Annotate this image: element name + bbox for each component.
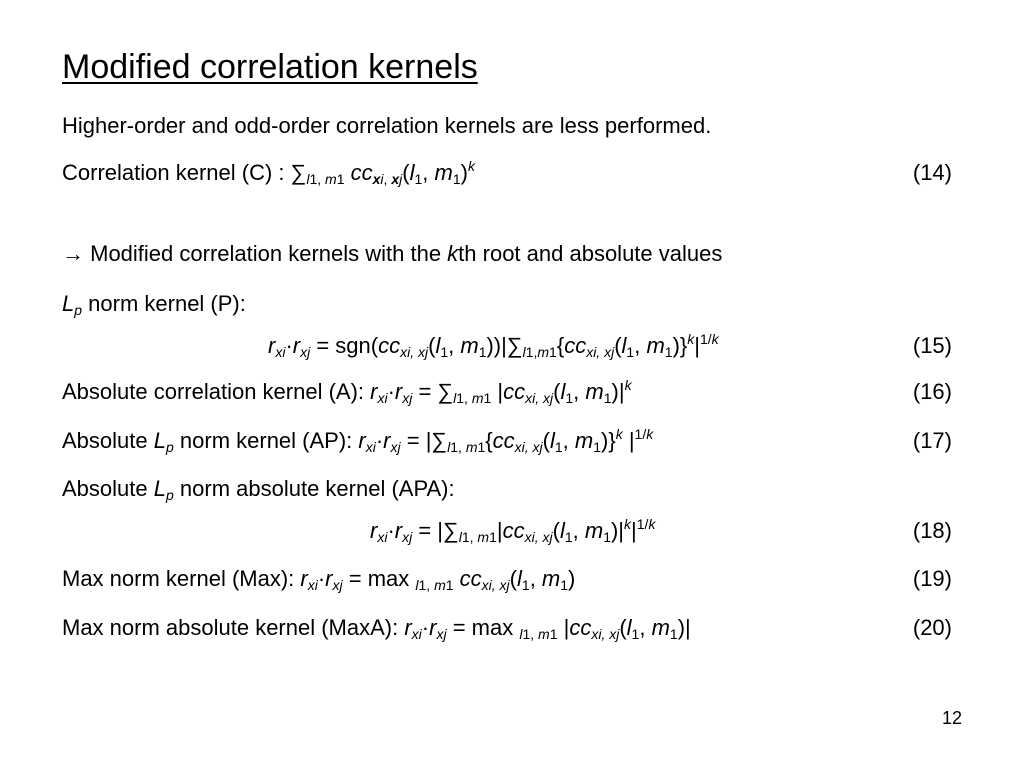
equation-18-formula: $r_{xi}\cdot r_{xj} = |\sum_{l1, m1}|cc_{xi, xj}(l_1$, $m_1)|^k|^{1/k}$ — [370, 516, 656, 545]
intro-text: Higher-order and odd-order correlation kernels are less performed. — [62, 113, 712, 138]
equation-14-number: (14) — [912, 160, 952, 185]
equation-18-number: (18) — [912, 518, 952, 543]
equation-14-formula: $\sum_{l1, m1}$ $cc_{xi, xj}(l_1$, $m_1)^k$ — [290, 158, 475, 187]
equation-17: Absolute $L_p$ norm kernel (AP): $r_{xi}\cdot r_{xj} = |\sum_{l1, m1}\{cc_{xi, xj}(l_1$, $m_1)\}^k$ $|^{1/k}$ — [62, 426, 654, 455]
equation-17-number: (17) — [912, 428, 952, 453]
equation-20-number: (20) — [912, 615, 952, 640]
page-number: 12 — [941, 708, 962, 728]
equation-15-number: (15) — [912, 333, 952, 358]
equation-19-number: (19) — [912, 566, 952, 591]
equation-14 — [62, 160, 475, 186]
equation-15-formula: $r_{xi}\cdot r_{xj} = sgn(cc_{xi, xj}(l_1$, $m_1))|\sum_{l1,m1}\{cc_{xi, xj}(l_1$, $m_1)\}^k|^{1/k}$ — [268, 331, 719, 360]
equation-20: Max norm absolute kernel (MaxA): $r_{xi}\cdot r_{xj} = \max _{l1, m1}$ $|cc_{xi, xj}(l_1$, $m_1)|$ — [62, 615, 691, 642]
slide-title: Modified correlation kernels — [62, 48, 478, 86]
equation-14-label: Correlation kernel (C) : — [62, 160, 291, 185]
equation-16-number: (16) — [912, 379, 952, 404]
equation-19: Max norm kernel (Max): $r_{xi}\cdot r_{xj} = \max _{l1, m1}$ $cc_{xi, xj}(l_1$, $m_1$) — [62, 566, 576, 593]
arrow-line: → Modified correlation kernels with the kth root and absolute values — [62, 241, 723, 266]
equation-16: Absolute correlation kernel (A): $r_{xi}\cdot r_{xj} = \sum_{l1, m1}$ $|cc_{xi, xj}(l_1$, $m_1)|^k$ — [62, 377, 632, 406]
equation-15-label: $L_p$ norm kernel (P): — [62, 291, 246, 318]
equation-18-label: Absolute $L_p$ norm absolute kernel (APA): — [62, 476, 455, 503]
